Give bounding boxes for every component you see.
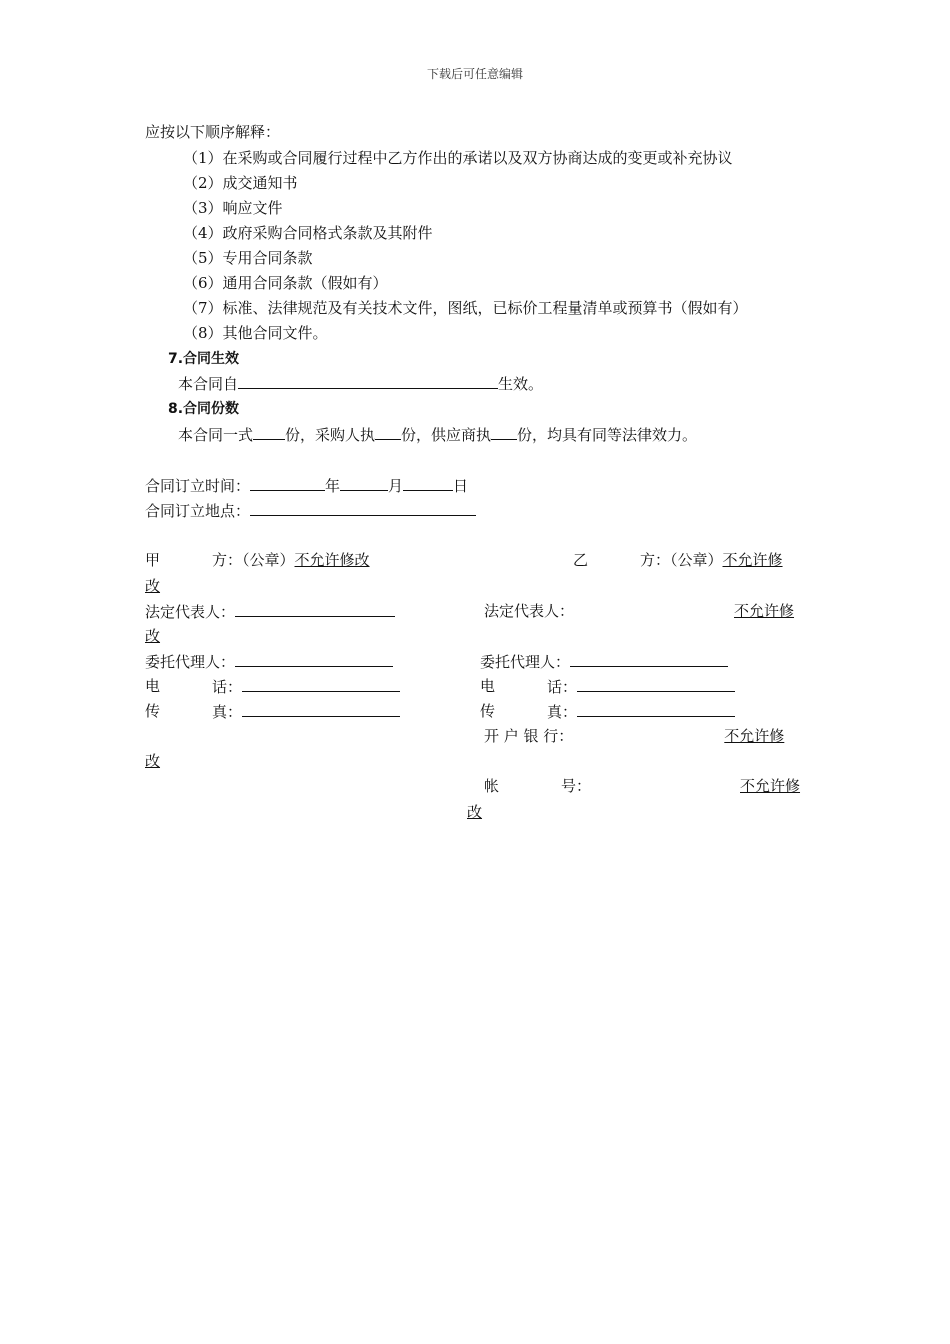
- party-a-fax-row: [212, 701, 400, 722]
- party-b-rep-row: [484, 601, 794, 621]
- signing-time-label: 合同订立时间：: [145, 477, 251, 495]
- list-item: （5）专用合同条款: [183, 249, 313, 267]
- party-b-bank-field[interactable]: [573, 726, 784, 746]
- wrapped-locked-text: 改: [467, 803, 483, 821]
- effective-text-before: 本合同自: [178, 375, 239, 393]
- list-item: （3）响应文件: [183, 199, 283, 217]
- party-a-fax-field[interactable]: [242, 701, 400, 717]
- list-item: （6）通用合同条款（假如有）: [183, 274, 388, 292]
- party-b-fax-field[interactable]: [577, 701, 735, 717]
- month-label: 月: [388, 477, 404, 495]
- party-b-account-field[interactable]: [591, 776, 800, 796]
- party-a-agent-label: 委托代理人：: [145, 653, 236, 671]
- party-b-phone-label-1: 电: [480, 677, 496, 695]
- party-a-phone-field[interactable]: [242, 676, 400, 692]
- party-b-bank-locked-text: 不允许修: [724, 727, 785, 745]
- party-b-phone-row: [547, 676, 735, 697]
- list-item: （4）政府采购合同格式条款及其附件: [183, 224, 433, 242]
- party-a-phone-label-1: 电: [145, 677, 161, 695]
- wrapped-locked-text: 改: [145, 627, 161, 645]
- list-item: （7）标准、法律规范及有关技术文件，图纸，已标价工程量清单或预算书（假如有）: [183, 299, 748, 317]
- party-b-bank-wrap: [145, 751, 160, 771]
- signing-place-row: [145, 500, 476, 521]
- signing-time-row: [145, 475, 468, 496]
- list-item: （8）其他合同文件。: [183, 324, 328, 342]
- party-a-rep-wrap: [145, 626, 160, 646]
- total-copies-field[interactable]: [253, 424, 285, 440]
- party-b-fax-row: [547, 701, 735, 722]
- copies-text-2: 份，采购人执: [285, 426, 376, 444]
- signing-place-field[interactable]: [250, 500, 476, 516]
- party-a-label-1: 甲: [145, 551, 161, 569]
- party-b-account-row: [561, 776, 800, 796]
- month-field[interactable]: [340, 475, 388, 491]
- supplier-copies-field[interactable]: [491, 424, 517, 440]
- party-a-phone-label-2: 话：: [212, 678, 243, 696]
- party-b-bank-label: 开 户 银 行：: [484, 727, 574, 745]
- party-b-rep-field[interactable]: [574, 601, 794, 621]
- party-a-rep-label: 法定代表人：: [145, 603, 236, 621]
- party-a-rep-row: [145, 601, 395, 622]
- day-field[interactable]: [403, 475, 453, 491]
- party-a-seal-label: 方：（公章）: [212, 551, 295, 569]
- effective-clause: [178, 373, 543, 394]
- party-b-fax-label-2: 真：: [547, 703, 578, 721]
- party-a-rep-field[interactable]: [235, 601, 395, 617]
- party-b-seal-label: 方：（公章）: [640, 551, 723, 569]
- party-b-account-label-1: 帐: [484, 777, 500, 795]
- party-b-agent-row: [480, 651, 728, 672]
- section-7-heading: 7.合同生效: [168, 351, 240, 367]
- party-b-label-1: 乙: [573, 551, 589, 569]
- party-b-rep-label: 法定代表人：: [484, 602, 575, 620]
- wrapped-locked-text: 改: [145, 752, 161, 770]
- party-a-fax-label-2: 真：: [212, 703, 243, 721]
- party-b-account-locked-text: 不允许修: [740, 777, 801, 795]
- copies-text-1: 本合同一式: [178, 426, 254, 444]
- party-a-label-2: [212, 550, 370, 570]
- party-a-locked-text: 不允许修改: [294, 551, 370, 569]
- effective-date-field[interactable]: [238, 373, 498, 389]
- party-b-wrap: [145, 576, 160, 596]
- party-b-fax-label-1: 传: [480, 702, 496, 720]
- party-a-agent-row: [145, 651, 393, 672]
- copies-text-4: 份，均具有同等法律效力。: [517, 426, 698, 444]
- section-8-heading: 8.合同份数: [168, 401, 240, 417]
- copies-clause: [178, 424, 697, 445]
- signing-place-label: 合同订立地点：: [145, 502, 251, 520]
- list-item: （2）成交通知书: [183, 174, 298, 192]
- party-b-locked-text: 不允许修: [722, 551, 783, 569]
- party-b-agent-field[interactable]: [570, 651, 728, 667]
- year-field[interactable]: [250, 475, 325, 491]
- party-b-account-wrap: [467, 802, 482, 822]
- party-b-bank-row: [484, 726, 784, 746]
- party-b-phone-label-2: 话：: [547, 678, 578, 696]
- list-item: （1）在采购或合同履行过程中乙方作出的承诺以及双方协商达成的变更或补充协议: [183, 149, 733, 167]
- party-b-rep-locked-text: 不允许修: [734, 602, 795, 620]
- buyer-copies-field[interactable]: [375, 424, 401, 440]
- copies-text-3: 份，供应商执: [401, 426, 492, 444]
- party-b-account-label-2: 号：: [561, 777, 592, 795]
- party-a-agent-field[interactable]: [235, 651, 393, 667]
- intro-text: 应按以下顺序解释：: [145, 123, 281, 141]
- party-b-phone-field[interactable]: [577, 676, 735, 692]
- year-label: 年: [325, 477, 341, 495]
- party-b-agent-label: 委托代理人：: [480, 653, 571, 671]
- page-header-note: 下载后可任意编辑: [426, 67, 523, 81]
- wrapped-locked-text: 改: [145, 577, 161, 595]
- party-a-phone-row: [212, 676, 400, 697]
- day-label: 日: [453, 477, 469, 495]
- party-b-label-2: [640, 550, 783, 570]
- party-a-fax-label-1: 传: [145, 702, 161, 720]
- effective-text-after: 生效。: [498, 375, 544, 393]
